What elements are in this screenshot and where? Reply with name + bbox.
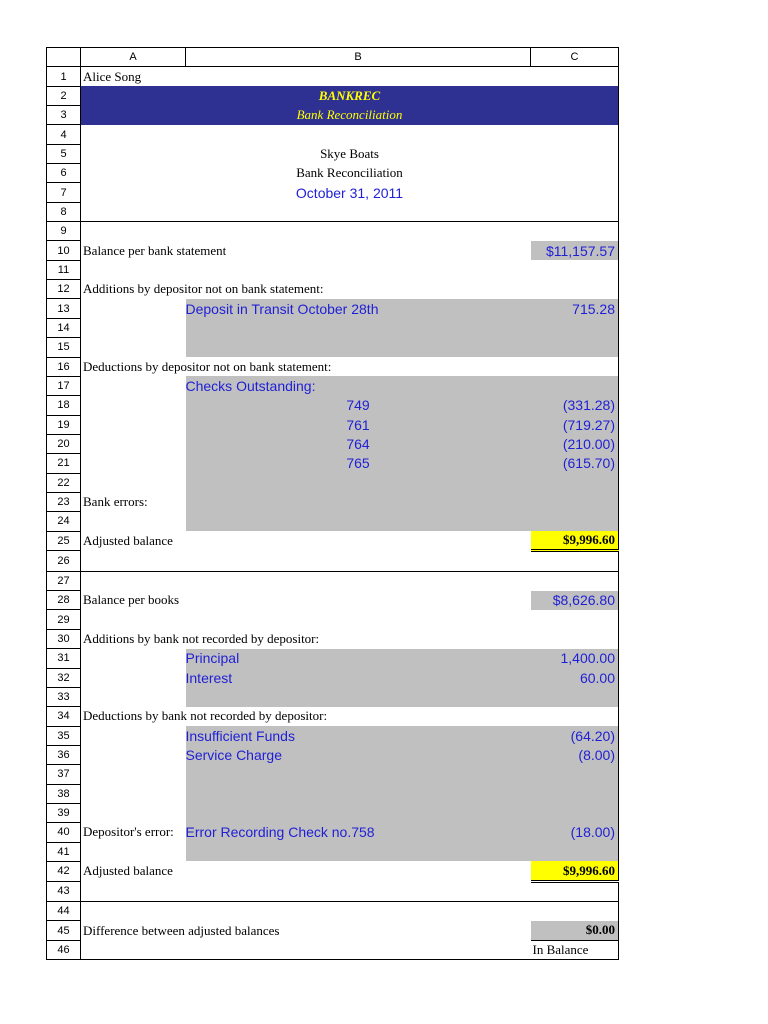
cell[interactable] [186, 765, 531, 784]
row-header[interactable]: 5 [47, 144, 81, 163]
cell[interactable] [531, 376, 619, 395]
row-header[interactable]: 43 [47, 881, 81, 901]
cell[interactable] [81, 842, 186, 861]
author-cell[interactable]: Alice Song [83, 68, 142, 84]
cell[interactable] [81, 260, 619, 279]
row-header[interactable]: 15 [47, 338, 81, 357]
cell[interactable] [81, 125, 619, 144]
cell[interactable] [531, 473, 619, 492]
cell[interactable] [81, 745, 186, 764]
deposit-in-transit-value[interactable]: 715.28 [531, 299, 619, 318]
row-header[interactable]: 30 [47, 629, 81, 648]
book-deductions-label[interactable]: Deductions by bank not recorded by depositor: [81, 707, 619, 726]
row-header[interactable]: 2 [47, 86, 81, 105]
row-header[interactable]: 33 [47, 687, 81, 706]
row-header[interactable]: 4 [47, 125, 81, 144]
banner-subtitle[interactable]: Bank Reconciliation [81, 106, 619, 125]
cell[interactable] [531, 492, 619, 511]
cell[interactable] [81, 222, 619, 241]
row-header[interactable]: 13 [47, 299, 81, 318]
cell[interactable] [81, 765, 186, 784]
row-header[interactable]: 14 [47, 318, 81, 337]
check-number[interactable]: 761 [186, 415, 531, 434]
row-header[interactable]: 1 [47, 67, 81, 86]
cell[interactable] [81, 434, 186, 453]
row-header[interactable]: 20 [47, 434, 81, 453]
cell[interactable] [81, 881, 619, 901]
bank-adjusted-label[interactable]: Adjusted balance [83, 533, 173, 549]
report-date[interactable]: October 31, 2011 [81, 183, 619, 202]
row-header[interactable]: 11 [47, 260, 81, 279]
row-header[interactable]: 25 [47, 531, 81, 551]
row-header[interactable]: 34 [47, 707, 81, 726]
row-header[interactable]: 35 [47, 726, 81, 745]
bank-balance-label[interactable]: Balance per bank statement [83, 242, 227, 258]
column-header-a[interactable]: A [81, 48, 186, 67]
row-header[interactable]: 7 [47, 183, 81, 202]
column-header-c[interactable]: C [531, 48, 619, 67]
check-amount[interactable]: (719.27) [531, 415, 619, 434]
check-number[interactable]: 749 [186, 396, 531, 415]
cell[interactable] [186, 687, 531, 706]
depositor-error-label[interactable]: Depositor's error: [83, 824, 174, 840]
cell[interactable] [81, 376, 186, 395]
bank-deductions-label[interactable]: Deductions by depositor not on bank statement: [81, 357, 619, 376]
cell[interactable] [186, 842, 531, 861]
check-amount[interactable]: (331.28) [531, 396, 619, 415]
cell[interactable] [81, 571, 619, 590]
cell[interactable] [531, 338, 619, 357]
cell[interactable] [81, 803, 186, 822]
row-header[interactable]: 9 [47, 222, 81, 241]
row-header[interactable]: 32 [47, 668, 81, 687]
row-header[interactable]: 46 [47, 940, 81, 959]
row-header[interactable]: 39 [47, 803, 81, 822]
bank-errors-label[interactable]: Bank errors: [83, 494, 148, 510]
depositor-error-value[interactable]: (18.00) [531, 823, 619, 842]
cell[interactable] [531, 318, 619, 337]
cell[interactable] [186, 784, 531, 803]
cell[interactable] [81, 940, 531, 959]
book-adjusted-label[interactable]: Adjusted balance [83, 863, 173, 879]
row-header[interactable]: 24 [47, 512, 81, 531]
cell[interactable] [531, 842, 619, 861]
cell[interactable] [186, 338, 531, 357]
report-title[interactable]: Bank Reconciliation [81, 164, 619, 183]
cell[interactable] [81, 396, 186, 415]
book-additions-label[interactable]: Additions by bank not recorded by depositor: [81, 629, 619, 648]
banner-title[interactable]: BANKREC [81, 86, 619, 105]
cell[interactable] [81, 202, 619, 221]
book-balance-value[interactable]: $8,626.80 [531, 591, 619, 610]
row-header[interactable]: 17 [47, 376, 81, 395]
cell[interactable] [186, 492, 531, 511]
check-number[interactable]: 765 [186, 454, 531, 473]
spreadsheet-grid [46, 47, 619, 960]
row-header[interactable]: 42 [47, 861, 81, 881]
row-header[interactable]: 41 [47, 842, 81, 861]
cell[interactable] [186, 67, 531, 86]
insufficient-funds-label[interactable]: Insufficient Funds [186, 726, 531, 745]
row-header[interactable]: 29 [47, 610, 81, 629]
bank-additions-label[interactable]: Additions by depositor not on bank statement: [81, 280, 619, 299]
bank-adjusted-value[interactable]: $9,996.60 [531, 531, 619, 551]
row-header[interactable]: 40 [47, 823, 81, 842]
row-header[interactable]: 27 [47, 571, 81, 590]
cell[interactable] [531, 512, 619, 531]
row-header[interactable]: 37 [47, 765, 81, 784]
book-balance-label[interactable]: Balance per books [83, 592, 180, 608]
depositor-error-description[interactable]: Error Recording Check no.758 [186, 823, 531, 842]
row-header[interactable]: 22 [47, 473, 81, 492]
cell[interactable] [81, 610, 619, 629]
cell[interactable] [186, 512, 531, 531]
row-header[interactable]: 44 [47, 902, 81, 921]
cell[interactable] [81, 551, 619, 571]
check-amount[interactable]: (210.00) [531, 434, 619, 453]
row-header[interactable]: 31 [47, 649, 81, 668]
cell[interactable] [81, 649, 186, 668]
row-header[interactable]: 45 [47, 921, 81, 940]
row-header[interactable]: 38 [47, 784, 81, 803]
row-header[interactable]: 16 [47, 357, 81, 376]
row-header[interactable]: 10 [47, 241, 81, 260]
cell[interactable] [531, 67, 619, 86]
row-header[interactable]: 6 [47, 164, 81, 183]
row-header[interactable]: 26 [47, 551, 81, 571]
cell[interactable] [81, 454, 186, 473]
cell[interactable] [531, 784, 619, 803]
checks-outstanding-label[interactable]: Checks Outstanding: [186, 376, 531, 395]
row-header[interactable]: 12 [47, 280, 81, 299]
cell[interactable] [186, 318, 531, 337]
check-amount[interactable]: (615.70) [531, 454, 619, 473]
insufficient-funds-value[interactable]: (64.20) [531, 726, 619, 745]
company-name[interactable]: Skye Boats [81, 144, 619, 163]
row-header[interactable]: 8 [47, 202, 81, 221]
interest-value[interactable]: 60.00 [531, 668, 619, 687]
service-charge-value[interactable]: (8.00) [531, 745, 619, 764]
row-header[interactable]: 18 [47, 396, 81, 415]
cell[interactable] [531, 765, 619, 784]
cell[interactable] [81, 668, 186, 687]
principal-label[interactable]: Principal [186, 649, 531, 668]
cell[interactable] [81, 784, 186, 803]
cell[interactable] [81, 902, 619, 921]
cell[interactable] [81, 512, 186, 531]
cell[interactable] [186, 473, 531, 492]
difference-label[interactable]: Difference between adjusted balances [83, 922, 280, 938]
cell[interactable] [81, 415, 186, 434]
cell[interactable] [81, 299, 186, 318]
cell[interactable] [81, 726, 186, 745]
bank-balance-value[interactable]: $11,157.57 [531, 241, 619, 260]
cell[interactable] [81, 687, 186, 706]
corner-cell[interactable] [47, 48, 81, 67]
book-adjusted-value[interactable]: $9,996.60 [531, 861, 619, 881]
cell[interactable] [81, 473, 186, 492]
balance-status[interactable]: In Balance [531, 940, 619, 959]
row-header[interactable]: 3 [47, 106, 81, 125]
interest-label[interactable]: Interest [186, 668, 531, 687]
row-header[interactable]: 28 [47, 591, 81, 610]
difference-value[interactable]: $0.00 [531, 921, 619, 940]
cell[interactable] [531, 803, 619, 822]
row-header[interactable]: 36 [47, 745, 81, 764]
cell[interactable] [186, 803, 531, 822]
row-header[interactable]: 23 [47, 492, 81, 511]
row-header[interactable]: 19 [47, 415, 81, 434]
deposit-in-transit-label[interactable]: Deposit in Transit October 28th [186, 299, 531, 318]
principal-value[interactable]: 1,400.00 [531, 649, 619, 668]
column-header-b[interactable]: B [186, 48, 531, 67]
cell[interactable] [81, 338, 186, 357]
check-number[interactable]: 764 [186, 434, 531, 453]
cell[interactable] [81, 318, 186, 337]
row-header[interactable]: 21 [47, 454, 81, 473]
service-charge-label[interactable]: Service Charge [186, 745, 531, 764]
cell[interactable] [531, 687, 619, 706]
